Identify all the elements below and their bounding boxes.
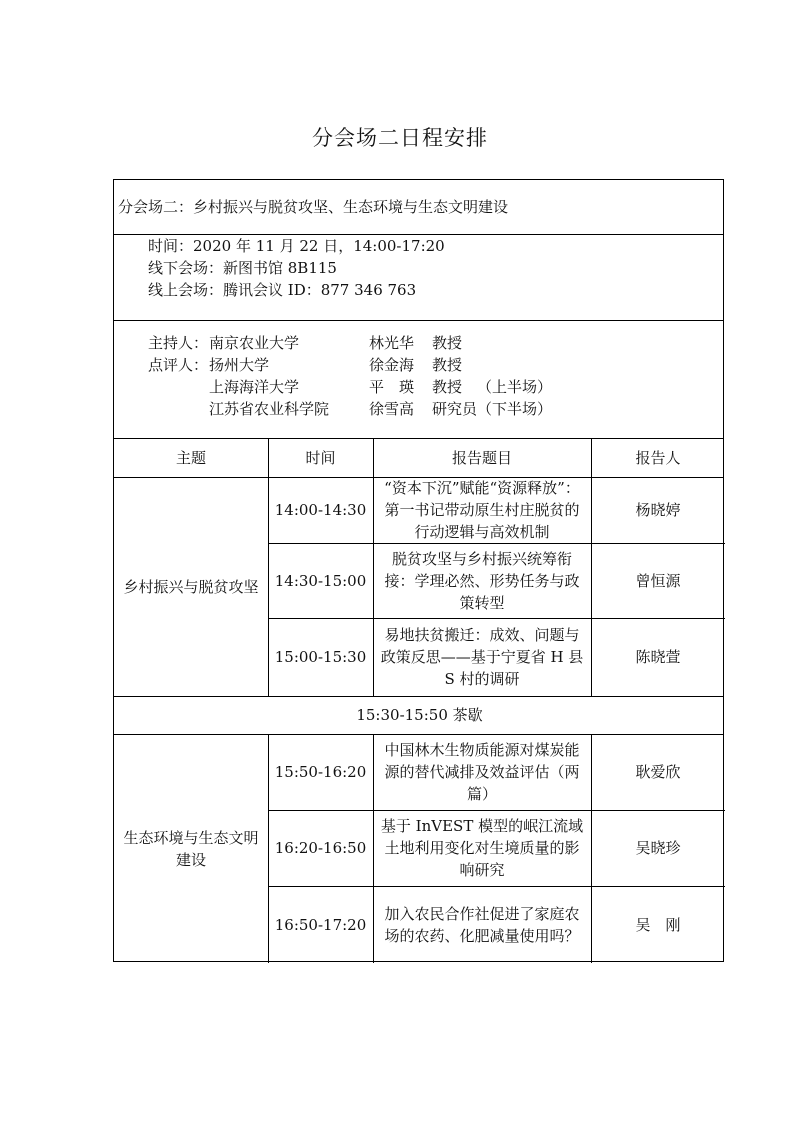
time-cell: 16:20-16:50 bbox=[274, 839, 367, 857]
reviewer-title: 教授 bbox=[432, 356, 463, 374]
host-org: 南京农业大学 bbox=[209, 334, 300, 352]
speaker-cell: 吴 刚 bbox=[635, 915, 681, 934]
schedule-table bbox=[113, 179, 724, 962]
reviewer-label: 点评人： bbox=[148, 356, 209, 374]
tea-break-row: 15:30-15:50 茶歇 bbox=[356, 706, 483, 724]
host-label: 主持人： bbox=[148, 334, 209, 352]
theme-cell: 乡村振兴与脱贫攻坚 bbox=[123, 577, 259, 596]
reviewer-title: 研究员 bbox=[432, 400, 478, 418]
header-time: 时间 bbox=[305, 448, 336, 467]
report-title-cell: 中国林木生物质能源对煤炭能源的替代减排及效益评估（两篇） bbox=[384, 741, 580, 803]
header-theme: 主题 bbox=[175, 448, 206, 467]
time-cell: 15:50-16:20 bbox=[274, 763, 367, 781]
speaker-cell: 杨晓婷 bbox=[635, 501, 681, 519]
host-name: 林光华 bbox=[369, 334, 415, 352]
reviewer-name: 徐雪高 bbox=[369, 400, 415, 418]
reviewer-title: 教授 bbox=[432, 378, 463, 396]
reviewer-org: 江苏省农业科学院 bbox=[209, 400, 330, 418]
report-title-cell: 易地扶贫搬迁：成效、问题与政策反思——基于宁夏省 H 县 S 村的调研 bbox=[380, 626, 584, 688]
reviewer-name: 徐金海 bbox=[369, 356, 415, 374]
time-cell: 16:50-17:20 bbox=[274, 915, 367, 934]
report-title-cell: 脱贫攻坚与乡村振兴统筹衔接：学理必然、形势任务与政策转型 bbox=[384, 549, 580, 612]
offline-venue: 线下会场：新图书馆 8B115 bbox=[148, 259, 337, 277]
divider bbox=[114, 234, 723, 235]
time-cell: 14:00-14:30 bbox=[274, 501, 367, 519]
time-cell: 14:30-15:00 bbox=[274, 571, 367, 590]
speaker-cell: 吴晓珍 bbox=[635, 839, 681, 857]
header-speaker: 报告人 bbox=[635, 448, 681, 467]
reviewer-note: （上半场） bbox=[477, 378, 553, 396]
header-report-title: 报告题目 bbox=[451, 448, 512, 467]
report-title-cell: 加入农民合作社促进了家庭农场的农药、化肥减量使用吗？ bbox=[384, 904, 580, 945]
session-title: 分会场二：乡村振兴与脱贫攻坚、生态环境与生态文明建设 bbox=[118, 198, 509, 216]
reviewer-name: 平 瑛 bbox=[369, 378, 415, 396]
theme-cell: 生态环境与生态文明建设 bbox=[123, 828, 259, 869]
speaker-cell: 曾恒源 bbox=[635, 571, 681, 590]
speaker-cell: 耿爱欣 bbox=[635, 763, 681, 781]
time-cell: 15:00-15:30 bbox=[274, 648, 367, 666]
speaker-cell: 陈晓萱 bbox=[635, 648, 681, 666]
reviewer-org: 扬州大学 bbox=[209, 356, 270, 374]
report-title-cell: 基于 InVEST 模型的岷江流域土地利用变化对生境质量的影响研究 bbox=[380, 817, 584, 879]
online-venue: 线上会场：腾讯会议 ID：877 346 763 bbox=[148, 281, 417, 299]
page-title: 分会场二日程安排 bbox=[312, 126, 488, 150]
host-title: 教授 bbox=[432, 334, 463, 352]
reviewer-org: 上海海洋大学 bbox=[209, 378, 300, 396]
reviewer-note: （下半场） bbox=[477, 400, 553, 418]
session-time: 时间：2020 年 11 月 22 日，14:00-17:20 bbox=[148, 237, 445, 255]
divider bbox=[114, 320, 723, 321]
report-title-cell: “资本下沉”赋能“资源释放”：第一书记带动原生村庄脱贫的行动逻辑与高效机制 bbox=[384, 479, 580, 541]
